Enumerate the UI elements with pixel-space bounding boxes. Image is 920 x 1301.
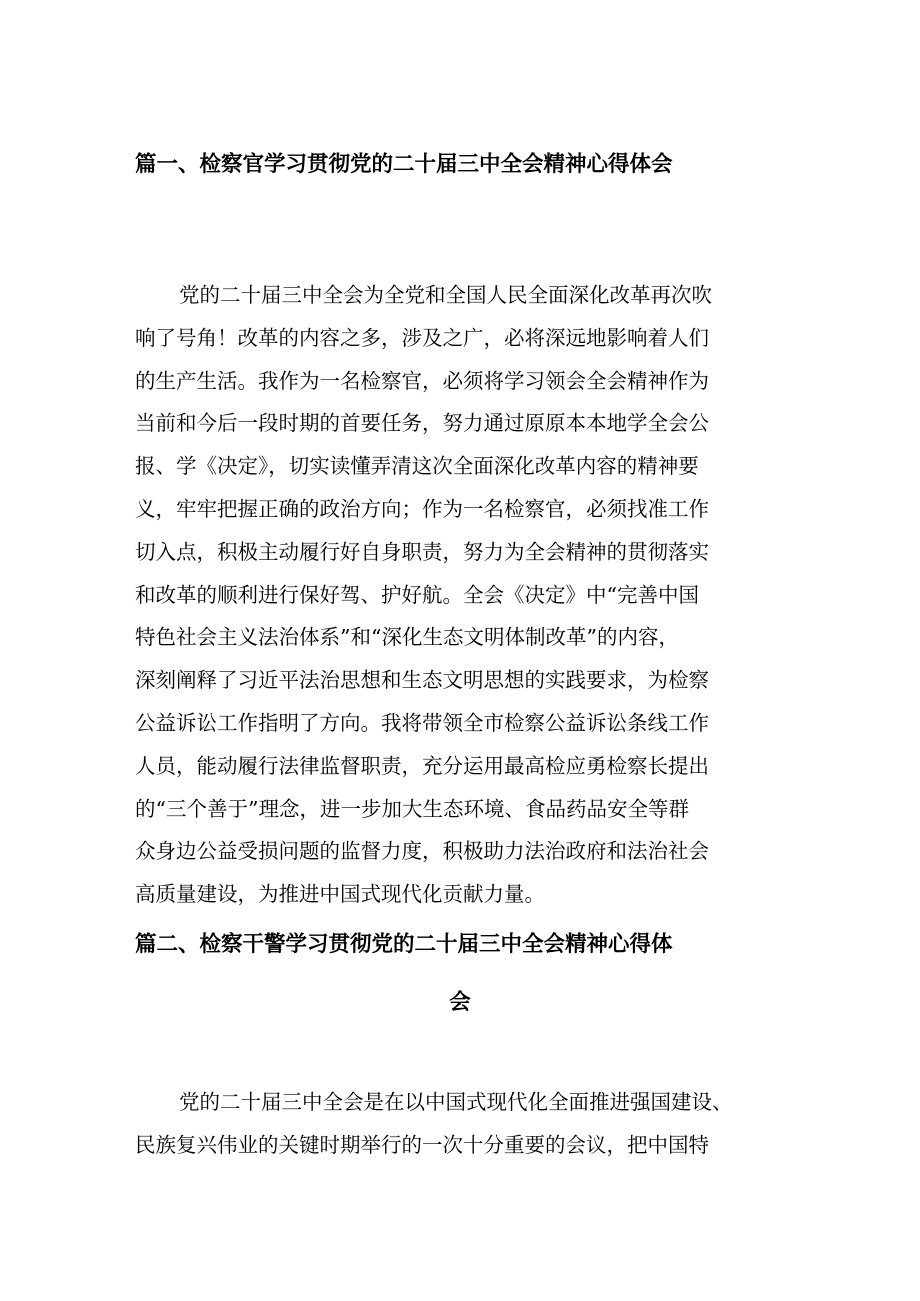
section2-title-continuation: 会 xyxy=(449,990,471,1015)
section1-body xyxy=(135,274,795,916)
section1-line: 切入点，积极主动履行好自身职责，努力为全会精神的贯彻落实 xyxy=(135,539,709,564)
section2-body xyxy=(135,1081,795,1167)
section1-line: 的“三个善于”理念，进一步加大生态环境、食品药品安全等群 xyxy=(135,796,689,821)
section2-line: 党的二十届三中全会是在以中国式现代化全面推进强国建设、 xyxy=(179,1090,733,1114)
section2-line: 民族复兴伟业的关键时期举行的一次十分重要的会议，把中国特 xyxy=(135,1132,709,1157)
section1-line: 响了号角！改革的内容之多，涉及之广，必将深远地影响着人们 xyxy=(135,325,709,350)
section1-line: 人员，能动履行法律监督职责，充分运用最高检应勇检察长提出 xyxy=(135,753,709,778)
section1-line: 特色社会主义法治体系”和“深化生态文明体制改革”的内容， xyxy=(135,625,679,650)
section2-title: 篇二、检察干警学习贯彻党的二十届三中全会精神心得体 xyxy=(135,932,673,957)
section1-line: 众身边公益受损问题的监督力度，积极助力法治政府和法治社会 xyxy=(135,839,709,864)
section1-line: 党的二十届三中全会为全党和全国人民全面深化改革再次吹 xyxy=(179,283,712,307)
section1-line: 深刻阐释了习近平法治思想和生态文明思想的实践要求，为检察 xyxy=(135,668,709,693)
section1-line: 公益诉讼工作指明了方向。我将带领全市检察公益诉讼条线工作 xyxy=(135,710,709,735)
section1-line: 高质量建设，为推进中国式现代化贡献力量。 xyxy=(135,882,545,907)
section1-line: 的生产生活。我作为一名检察官，必须将学习领会全会精神作为 xyxy=(135,368,709,393)
section1-line: 和改革的顺利进行保好驾、护好航。全会《决定》中“完善中国 xyxy=(135,582,699,607)
section1-line: 义，牢牢把握正确的政治方向；作为一名检察官，必须找准工作 xyxy=(135,496,709,521)
section1-line: 当前和今后一段时期的首要任务，努力通过原原本本地学全会公 xyxy=(135,411,709,436)
section1-title: 篇一、检察官学习贯彻党的二十届三中全会精神心得体会 xyxy=(135,152,673,177)
section1-line: 报、学《决定》，切实读懂弄清这次全面深化改革内容的精神要 xyxy=(135,454,699,479)
